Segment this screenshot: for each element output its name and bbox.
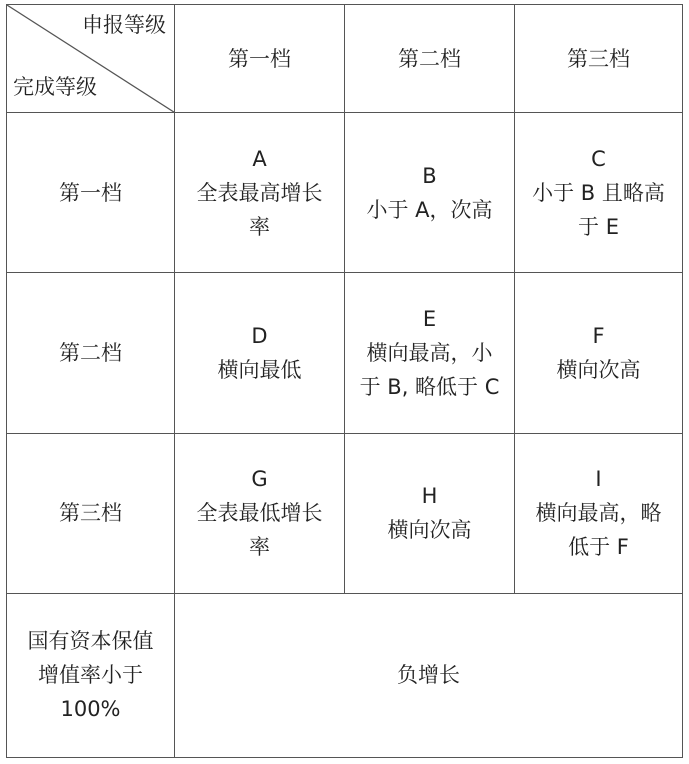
table-cell-i (515, 433, 683, 593)
cell-grade-letter: F (592, 323, 605, 348)
cell-grade-letter: A (252, 146, 267, 171)
cell-text-line: 小于 A，次高 (366, 197, 493, 222)
column-header-tier-3: 第三档 (515, 5, 683, 113)
cell-text-line: 国有资本保值 (27, 629, 154, 654)
cell-grade-letter: H (421, 484, 438, 509)
cell-text-line: 横向最高，小 (366, 340, 493, 365)
cell-grade-letter: G (251, 467, 268, 492)
column-header-tier-1: 第一档 (175, 5, 345, 113)
row-header-preservation-rate (7, 593, 175, 757)
table-cell-c (515, 113, 683, 273)
cell-text-line: 全表最低增长 (196, 501, 323, 526)
completed-grade-label: 完成等级 (13, 75, 97, 100)
cell-grade-letter: C (591, 146, 606, 171)
cell-text-line: 横向最低 (217, 357, 302, 382)
cell-text-line: 小于 B 且略高 (532, 180, 665, 205)
row-header-tier-2: 第二档 (7, 273, 175, 433)
table-cell-h (345, 433, 515, 593)
table-cell-e (345, 273, 515, 433)
column-header-tier-2: 第二档 (345, 5, 515, 113)
cell-grade-letter: D (251, 323, 268, 348)
corner-header-cell (7, 5, 175, 113)
table-cell-f (515, 273, 683, 433)
grade-table (6, 4, 683, 758)
cell-text-line: 于 B, 略低于 C (359, 374, 500, 399)
cell-text-line: 横向最高，略 (535, 501, 662, 526)
cell-text-line: 100% (60, 697, 121, 722)
cell-text-line: 率 (249, 535, 270, 560)
cell-text-line: 全表最高增长 (196, 180, 323, 205)
footer-row (7, 593, 683, 757)
cell-text-line: 横向次高 (556, 357, 641, 382)
cell-grade-letter: I (595, 467, 602, 492)
cell-text-line: 横向次高 (387, 518, 472, 543)
table-row (7, 113, 683, 273)
cell-grade-letter: B (422, 163, 437, 188)
cell-grade-letter: E (422, 306, 437, 331)
cell-text-line: 增值率小于 (38, 663, 143, 688)
cell-text-line: 于 E (578, 214, 619, 239)
header-row (7, 5, 683, 113)
table-row (7, 433, 683, 593)
table-cell-b (345, 113, 515, 273)
cell-text-line: 低于 F (568, 535, 629, 560)
row-header-tier-1: 第一档 (7, 113, 175, 273)
cell-text-line: 率 (249, 214, 270, 239)
declared-grade-label: 申报等级 (82, 13, 166, 37)
table-row (7, 273, 683, 433)
table-cell-g (175, 433, 345, 593)
table-cell-a (175, 113, 345, 273)
row-header-tier-3: 第三档 (7, 433, 175, 593)
table-cell-d (175, 273, 345, 433)
negative-growth-cell: 负增长 (175, 593, 683, 757)
